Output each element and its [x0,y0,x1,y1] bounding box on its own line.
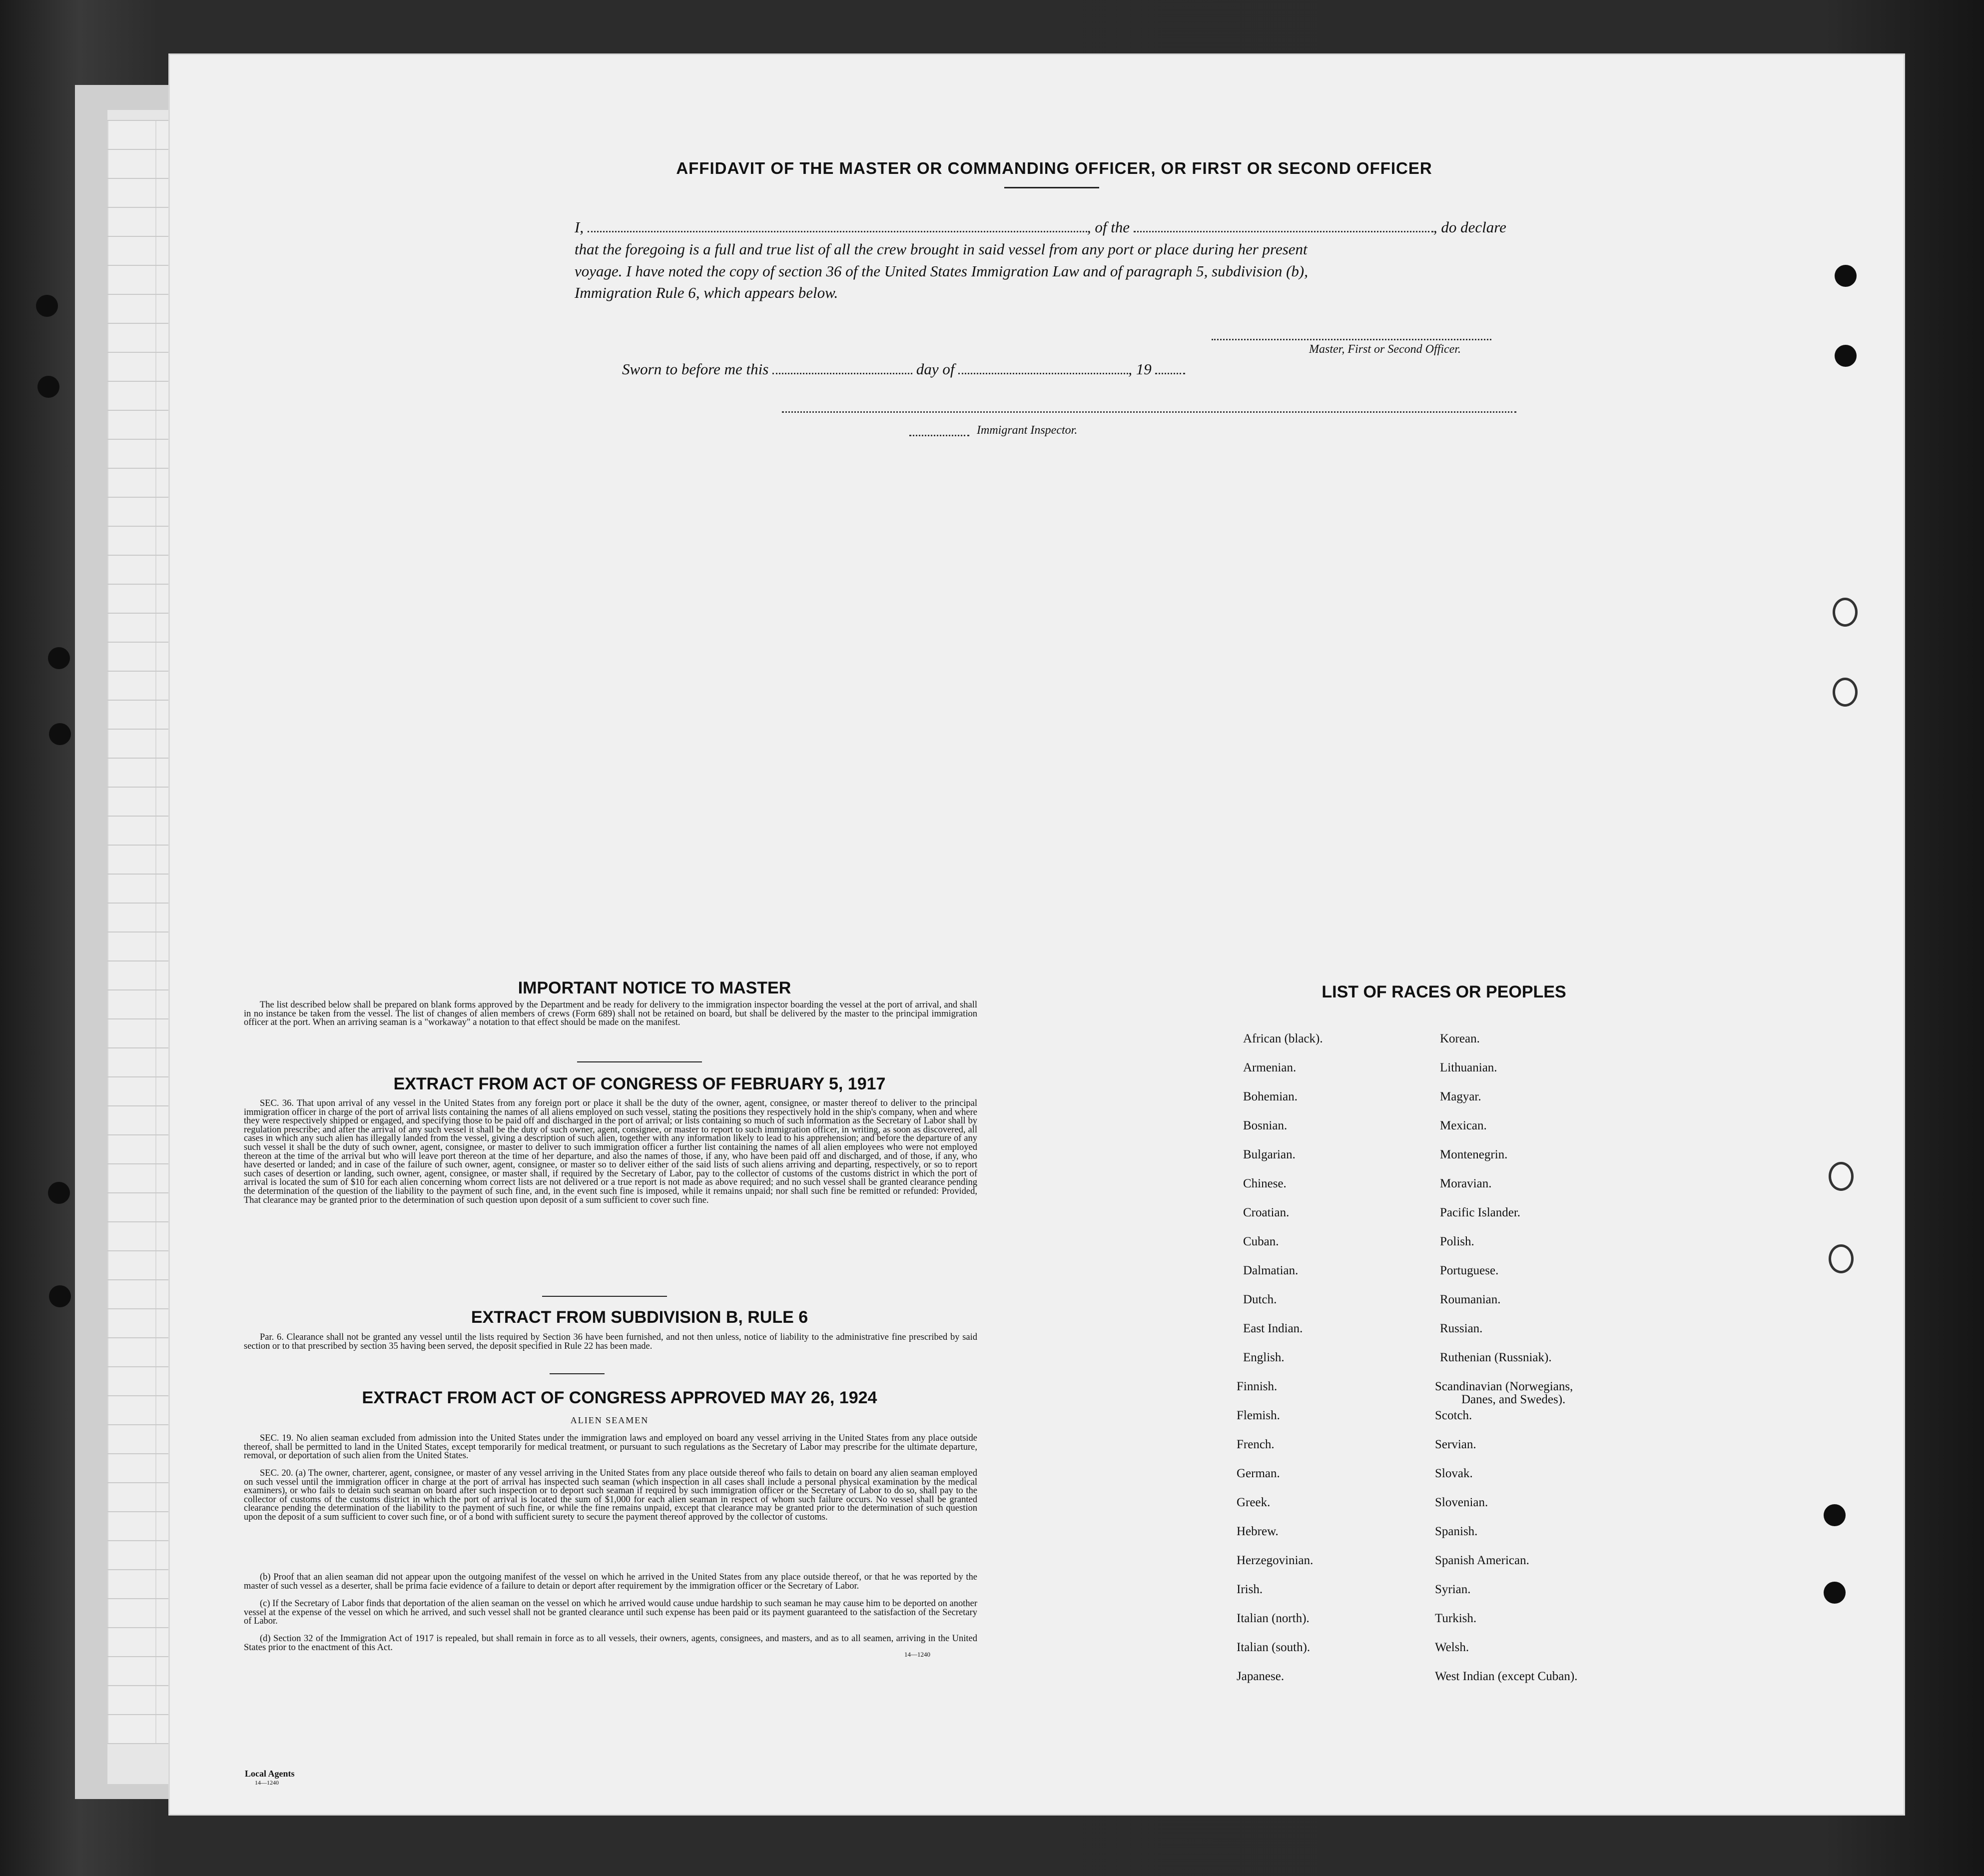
race-item: Portuguese. [1440,1264,1499,1277]
vessel-field[interactable] [1134,227,1433,232]
binder-hole [1835,345,1857,367]
race-item: Hebrew. [1237,1525,1279,1538]
race-item: Finnish. [1237,1380,1278,1393]
race-item: Ruthenian (Russniak). [1440,1351,1552,1364]
sec-20d-text: (d) Section 32 of the Immigration Act of 1917 is repealed, but shall remain in force as to all vessels, their owners, agents, consignees, and masters, and as to all seamen, arriving in the United States prior to the enactment of this Act. [244,1634,977,1653]
race-item: Cuban. [1243,1235,1279,1248]
race-item: Scandinavian (Norwegians, [1435,1380,1573,1393]
inspector-label: Immigrant Inspector. [977,424,1078,437]
sec-20b-text: (b) Proof that an alien seaman did not appear upon the outgoing manifest of the vessel on which he arrived in the United States from any place outside thereof, or that he was reported by the master of such vessel as a deserter, shall be prima facie evidence of a failure to detain or deport after requirement by the immigration officer or the Secretary of Labor. [244,1572,977,1591]
race-item: Spanish. [1435,1525,1478,1538]
race-item: Croatian. [1243,1206,1290,1219]
binder-hole [48,647,70,669]
race-item: Slovenian. [1435,1496,1488,1509]
races-title: LIST OF RACES OR PEOPLES [1322,982,1566,1001]
race-item: Armenian. [1243,1061,1297,1074]
race-item: French. [1237,1438,1275,1451]
local-agents-text: Local Agents [245,1769,295,1779]
binder-hole [48,1182,70,1204]
notice-text: The list described below shall be prepared on blank forms approved by the Department and be ready for delivery to the immigration inspector boarding the vessel at the port of arrival, and shall in no instance be taken from the vessel. The list of changes of alien members of crews (Form 689) shall not be retained on board, but shall be delivered by the master to the principal immigration officer at the port. When an arriving seaman is a "workaway" a notation to that effect should be made on the manifest. [244,1000,977,1028]
race-item: Bulgarian. [1243,1148,1296,1161]
race-item: Pacific Islander. [1440,1206,1521,1219]
race-item: Herzegovinian. [1237,1554,1314,1567]
section-rule [577,1061,702,1062]
inspector-dash [909,435,969,436]
affidavit-title: AFFIDAVIT OF THE MASTER OR COMMANDING OFFICER, OR FIRST OR SECOND OFFICER [676,159,1432,177]
race-item: West Indian (except Cuban). [1435,1670,1578,1683]
binder-hole-ring [1829,1244,1854,1273]
race-item: Korean. [1440,1032,1480,1045]
binder-hole [1824,1582,1846,1604]
race-item: Bohemian. [1243,1090,1298,1103]
race-item: Chinese. [1243,1177,1287,1190]
sec-19-text: SEC. 19. No alien seaman excluded from admission into the United States under the immigration laws and employed on board any vessel arriving in the United States from any place outside thereof, shall be permitted to land in the United States, except temporarily for medical treatment, or pursuant to such regulations as the Secretary of Labor may prescribe for the ultimate departure, removal, or deportation of such alien from the United States. [244,1433,977,1461]
race-item: Dalmatian. [1243,1264,1299,1277]
race-item: Mexican. [1440,1119,1487,1132]
binder-hole [1835,265,1857,287]
binder-hole [49,723,71,745]
race-item: Roumanian. [1440,1293,1501,1306]
sworn-prefix: Sworn to before me this [622,360,769,378]
race-item: Magyar. [1440,1090,1481,1103]
section-rule [542,1296,667,1297]
race-item: East Indian. [1243,1322,1303,1335]
extract-1917-text: SEC. 36. That upon arrival of any vessel in the United States from any foreign port or place it shall be the duty of the owner, agent, consignee, or master thereof to deliver to the principal immigration officer in charge of the port of arrival lists containing the names of all aliens employed on such vessel, stating the positions they respectively hold in the ship's company, when and where they were respectively shipped or engaged, and specifying those to be paid off and discharged in the port of arrival; or lists containing so much of such information as the Secretary of Labor shall by regulation prescribe; and after the arrival of any such vessel it shall be the duty of such owner, agent, consignee, or master to report to such immigration officer, in writing, as soon as discovered, all cases in which any such alien has illegally landed from the vessel, giving a description of such alien, together with any information likely to lead to his apprehension; and before the departure of any such vessel it shall be the duty of such owner, agent, consignee, or master to deliver to such immigration officer a further list containing the names of all alien employees who were not employed thereon at the time of the arrival but who will leave port thereon at the time of her departure, and also the names of those, if any, who have been paid off and discharged, and of those, if any, who have deserted or landed; and in case of the failure of such owner, agent, consignee, or master so to deliver either of the said lists of such aliens arriving and departing, respectively, or so to report such cases of desertion or landing, such owner, agent, consignee, or master shall, if required by the Secretary of Labor, pay to the collector of customs of the customs district in which the port of arrival is located the sum of $10 for each alien concerning whom correct lists are not delivered or a true report is not made as above required; and no such vessel shall be granted clearance pending the determination of the question of the liability to the payment of such fine, and, in the event such fine is imposed, while it remains unpaid; nor shall such fine be remitted or refunded: Provided, That clearance may be granted prior to the determination of such question upon deposit of a sum sufficient to cover such fine. [244,1098,977,1205]
race-item: Russian. [1440,1322,1483,1335]
name-field[interactable] [588,227,1087,232]
sworn-year-field[interactable] [1155,369,1185,374]
race-item: Slovak. [1435,1467,1473,1480]
binder-hole-ring [1829,1162,1854,1191]
master-label: Master, First or Second Officer. [1309,343,1461,356]
extract-rule6-text: Par. 6. Clearance shall not be granted any vessel until the lists required by Section 36 have been furnished, and not then unless, notice of liability to the administrative fine prescribed by said section or to that prescribed by section 35 having been served, the deposit specified in Rule 22 has been made. [244,1332,977,1351]
race-item: Japanese. [1237,1670,1285,1683]
local-form-number: 14—1240 [255,1779,279,1786]
sworn-line [622,358,1272,380]
sec-20c-text: (c) If the Secretary of Labor finds that deportation of the alien seaman on the vessel on which he arrived would cause undue hardship to such seaman he may cause him to be deported on another vessel at the expense of the vessel on which he arrived, and such vessel shall not be granted clearance until such expense has been paid or its payment guaranteed to the satisfaction of the Secretary of Labor. [244,1599,977,1627]
affidavit-line-3: voyage. I have noted the copy of section 36 of the United States Immigration Law and of paragraph 5, subdivision (b), [575,262,1308,280]
affidavit-line-4: Immigration Rule 6, which appears below. [575,284,838,301]
race-item: Spanish American. [1435,1554,1529,1567]
race-item: Syrian. [1435,1583,1471,1596]
binder-hole-ring [1833,598,1858,627]
sworn-dayof: day of [916,360,955,378]
binder-hole [1824,1504,1846,1526]
race-item: African (black). [1243,1032,1323,1045]
race-item-wrap: Danes, and Swedes). [1461,1393,1566,1406]
race-item: Irish. [1237,1583,1263,1596]
sec-20a-text: SEC. 20. (a) The owner, charterer, agent, consignee, or master of any vessel arriving in the United States from any place outside thereof who fails to detain on board any alien seaman employed on such vessel until the immigration officer in charge at the port of arrival has inspected such seaman (which inspection in all cases shall include a personal physical examination by the medical examiners), or who fails to detain such seaman on board after such inspection or to deport such seaman if required by such immigration officer or the Secretary of Labor to do so, shall pay to the collector of customs of the customs district in which the port of arrival is located the sum of $1,000 for each alien seaman in respect of whom such failure occurs. No vessel shall be granted clearance pending the determination of the liability to the payment of such fine, or while the fine remains unpaid, except that clearance may be granted prior to the determination of such question upon the deposit of a sum sufficient to cover such fine, or of a bond with sufficient surety to secure the payment thereof approved by the collector of customs. [244,1468,977,1522]
affidavit-declare: , do declare [1433,218,1506,236]
race-item: Italian (south). [1237,1641,1311,1654]
alien-seamen-subtitle: ALIEN SEAMEN [570,1415,649,1425]
race-item: Flemish. [1237,1409,1280,1422]
inspector-signature-line[interactable] [782,411,1516,413]
race-item: Moravian. [1440,1177,1492,1190]
section-rule [550,1373,605,1374]
binder-hole-ring [1833,678,1858,707]
binder-hole [49,1285,71,1307]
extract-1924-title: EXTRACT FROM ACT OF CONGRESS APPROVED MAY 26, 1924 [362,1388,877,1407]
form-number: 14—1240 [904,1651,930,1658]
race-item: Polish. [1440,1235,1474,1248]
race-item: English. [1243,1351,1285,1364]
race-item: Scotch. [1435,1409,1472,1422]
race-item: Italian (north). [1237,1612,1310,1625]
extract-rule6-title: EXTRACT FROM SUBDIVISION B, RULE 6 [471,1308,808,1327]
race-item: Lithuanian. [1440,1061,1497,1074]
race-item: Turkish. [1435,1612,1477,1625]
extract-1917-title: EXTRACT FROM ACT OF CONGRESS OF FEBRUARY 5, 1917 [393,1074,886,1093]
race-item: Montenegrin. [1440,1148,1508,1161]
local-agents-label [245,1769,295,1787]
affidavit-of-the: , of the [1087,218,1130,236]
race-item: Bosnian. [1243,1119,1288,1132]
affidavit-i: I, [575,218,584,236]
title-rule [1004,187,1099,188]
binder-hole [36,295,58,317]
sworn-year: , 19 [1128,360,1152,378]
master-signature-line[interactable] [1212,339,1491,340]
affidavit-line-1 [575,216,1534,238]
race-item: German. [1237,1467,1280,1480]
race-item: Dutch. [1243,1293,1277,1306]
race-item: Welsh. [1435,1641,1469,1654]
binder-hole [37,376,59,398]
sworn-month-field[interactable] [958,369,1128,374]
manifest-page [170,55,1904,1814]
race-item: Greek. [1237,1496,1271,1509]
affidavit-line-2: that the foregoing is a full and true list of all the crew brought in said vessel from any port or place during her present [575,240,1308,258]
race-item: Servian. [1435,1438,1476,1451]
notice-title: IMPORTANT NOTICE TO MASTER [518,978,791,997]
sworn-day-field[interactable] [772,369,912,374]
